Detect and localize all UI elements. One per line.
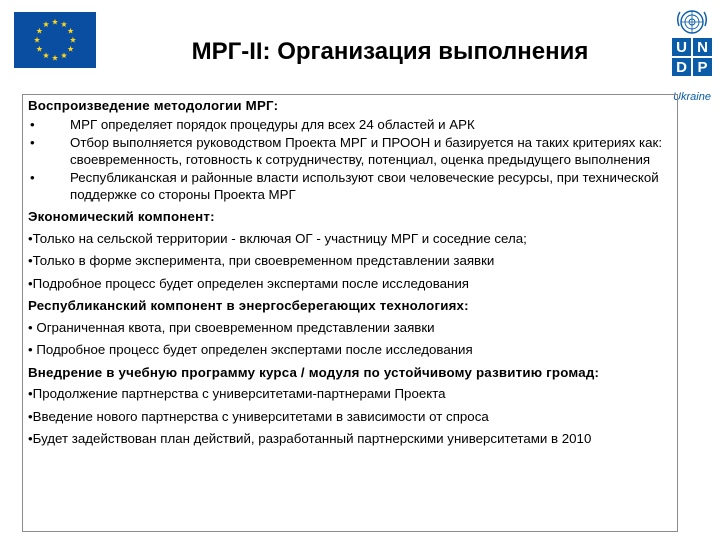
list-item: •Продолжение партнерства с университетами-партнерами Проекта <box>28 386 446 401</box>
list-item-text: Отбор выполняется руководством Проекта МРГ и ПРООН и базируется на таких критериях как: своевременность, готовность к сотрудничеству, потенциал, оценка предыдущего выполнения <box>70 135 663 167</box>
undp-letter-p: P <box>697 59 708 76</box>
list-item: •Только в форме эксперимента, при своевременном представлении заявки <box>28 253 495 268</box>
content-box <box>22 94 678 532</box>
undp-caption: Ukraine <box>673 91 711 103</box>
list-item: •Введение нового партнерства с университетами в зависимости от спроса <box>28 408 489 424</box>
undp-letter-n: N <box>697 39 708 56</box>
list-item: •Будет задействован план действий, разработанный партнерскими университетами в 2010 <box>28 431 592 446</box>
bullet-icon: • <box>30 116 35 132</box>
page-title: МРГ-II: Организация выполнения <box>191 38 589 65</box>
un-emblem-icon <box>678 11 707 33</box>
undp-letter-u: U <box>676 39 687 56</box>
bullet-icon: • <box>30 170 35 185</box>
list-item: • Ограниченная квота, при своевременном представлении заявки <box>28 319 435 335</box>
list-item <box>28 170 671 203</box>
list-item: • Подробное процесс будет определен экспертами после исследования <box>28 342 473 357</box>
list-item: •Подробное процесс будет определен экспертами после исследования <box>28 275 469 291</box>
list-item <box>28 135 671 168</box>
methodology-list <box>28 117 671 204</box>
undp-logo <box>668 8 716 104</box>
list-item: •Только на сельской территории - включая ОГ - участницу МРГ и соседние села; <box>28 230 527 246</box>
undp-letter-d: D <box>676 59 687 76</box>
list-item-text: МРГ определяет порядок процедуры для всех 24 областей и АРК <box>70 116 475 132</box>
section-heading-economic: Экономический компонент: <box>28 209 215 224</box>
bullet-icon: • <box>30 135 35 150</box>
section-heading-republican: Республиканский компонент в энергосберегающих технологиях: <box>28 298 469 313</box>
eu-flag-logo <box>14 12 96 68</box>
list-item <box>28 117 671 134</box>
section-heading-curriculum: Внедрение в учебную программу курса / модуля по устойчивому развитию громад: <box>28 364 600 380</box>
section-heading-methodology: Воспроизведение методологии МРГ: <box>28 98 279 113</box>
list-item-text: Республиканская и районные власти используют свои человеческие ресурсы, при технической поддержке со стороны Проекта МРГ <box>70 170 659 202</box>
